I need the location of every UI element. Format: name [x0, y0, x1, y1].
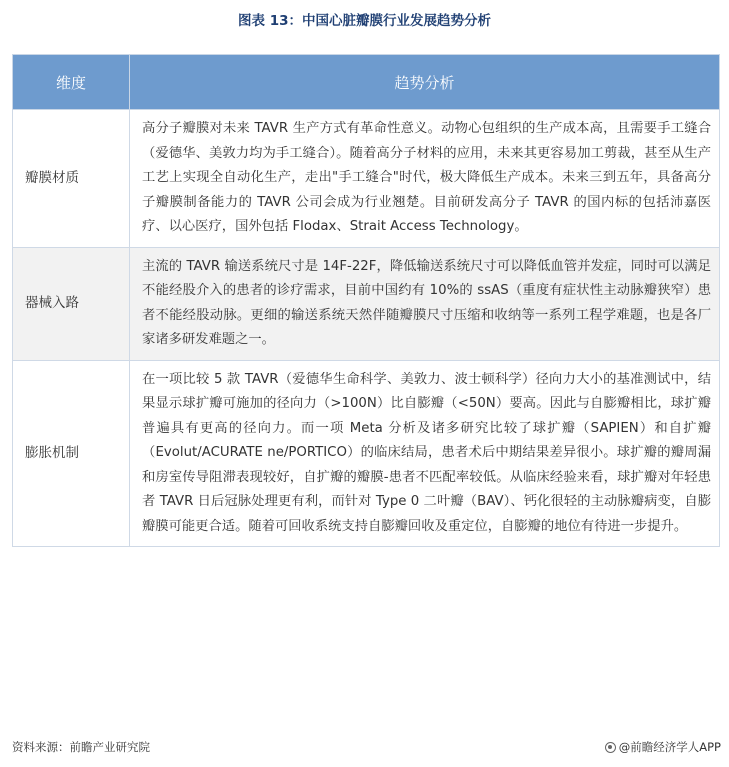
dimension-cell: 瓣膜材质 — [13, 110, 130, 248]
analysis-cell: 主流的 TAVR 输送系统尺寸是 14F-22F，降低输送系统尺寸可以降低血管并发症，同时可以满足不能经股介入的患者的诊疗需求，目前中国约有 10%的 ssAS（重度有症状性主动脉瓣狭窄）患者不能经股动脉。更细的输送系统天然伴随瓣膜尺寸压缩和收纳等一系列工程学难题，也是各厂家诸多研发难题之一。 — [130, 247, 720, 360]
table-row — [13, 110, 720, 248]
analysis-cell: 高分子瓣膜对未来 TAVR 生产方式有革命性意义。动物心包组织的生产成本高，且需要手工缝合（爱德华、美敦力均为手工缝合）。随着高分子材料的应用，未来其更容易加工剪裁，甚至从生产工艺上实现全自动化生产，走出"手工缝合"时代，极大降低生产成本。未来三到五年，具备高分子瓣膜制备能力的 TAVR 公司会成为行业翘楚。目前研发高分子 TAVR 的国内标的包括沛嘉医疗、以心医疗，国外包括 Flodax、Strait Access Technology。 — [130, 110, 720, 248]
table-header-row — [13, 55, 720, 110]
dimension-cell: 器械入路 — [13, 247, 130, 360]
analysis-cell: 在一项比较 5 款 TAVR（爱德华生命科学、美敦力、波士顿科学）径向力大小的基准测试中，结果显示球扩瓣可施加的径向力（>100N）比自膨瓣（<50N）要高。因此与自膨瓣相比，球扩瓣普遍具有更高的径向力。而一项 Meta 分析及诸多研究比较了球扩瓣（SAPIEN）和自扩瓣（Evolut/ACURATE ne/PORTICO）的临床结局，患者术后中期结果差异很小。球扩瓣的瓣周漏和房室传导阻滞表现较好，自扩瓣的瓣膜-患者不匹配率较低。从临床经验来看，球扩瓣对年轻患者 TAVR 日后冠脉处理更有利，而针对 Type 0 二叶瓣（BAV）、钙化很轻的主动脉瓣病变，自膨瓣膜可能更合适。随着可回收系统支持自膨瓣回收及重定位，自膨瓣的地位有待进一步提升。 — [130, 360, 720, 547]
qianzhan-logo-icon — [605, 742, 616, 753]
dimension-cell: 膨胀机制 — [13, 360, 130, 547]
source-note: 资料来源：前瞻产业研究院 — [12, 740, 150, 754]
brand-credit — [605, 737, 721, 757]
header-analysis: 趋势分析 — [130, 55, 720, 110]
table-row — [13, 247, 720, 360]
header-dimension: 维度 — [13, 55, 130, 110]
table-row — [13, 360, 720, 547]
trend-table — [12, 54, 720, 547]
chart-title: 图表 13：中国心脏瓣膜行业发展趋势分析 — [238, 13, 491, 29]
brand-label: @前瞻经济学人APP — [618, 740, 721, 754]
